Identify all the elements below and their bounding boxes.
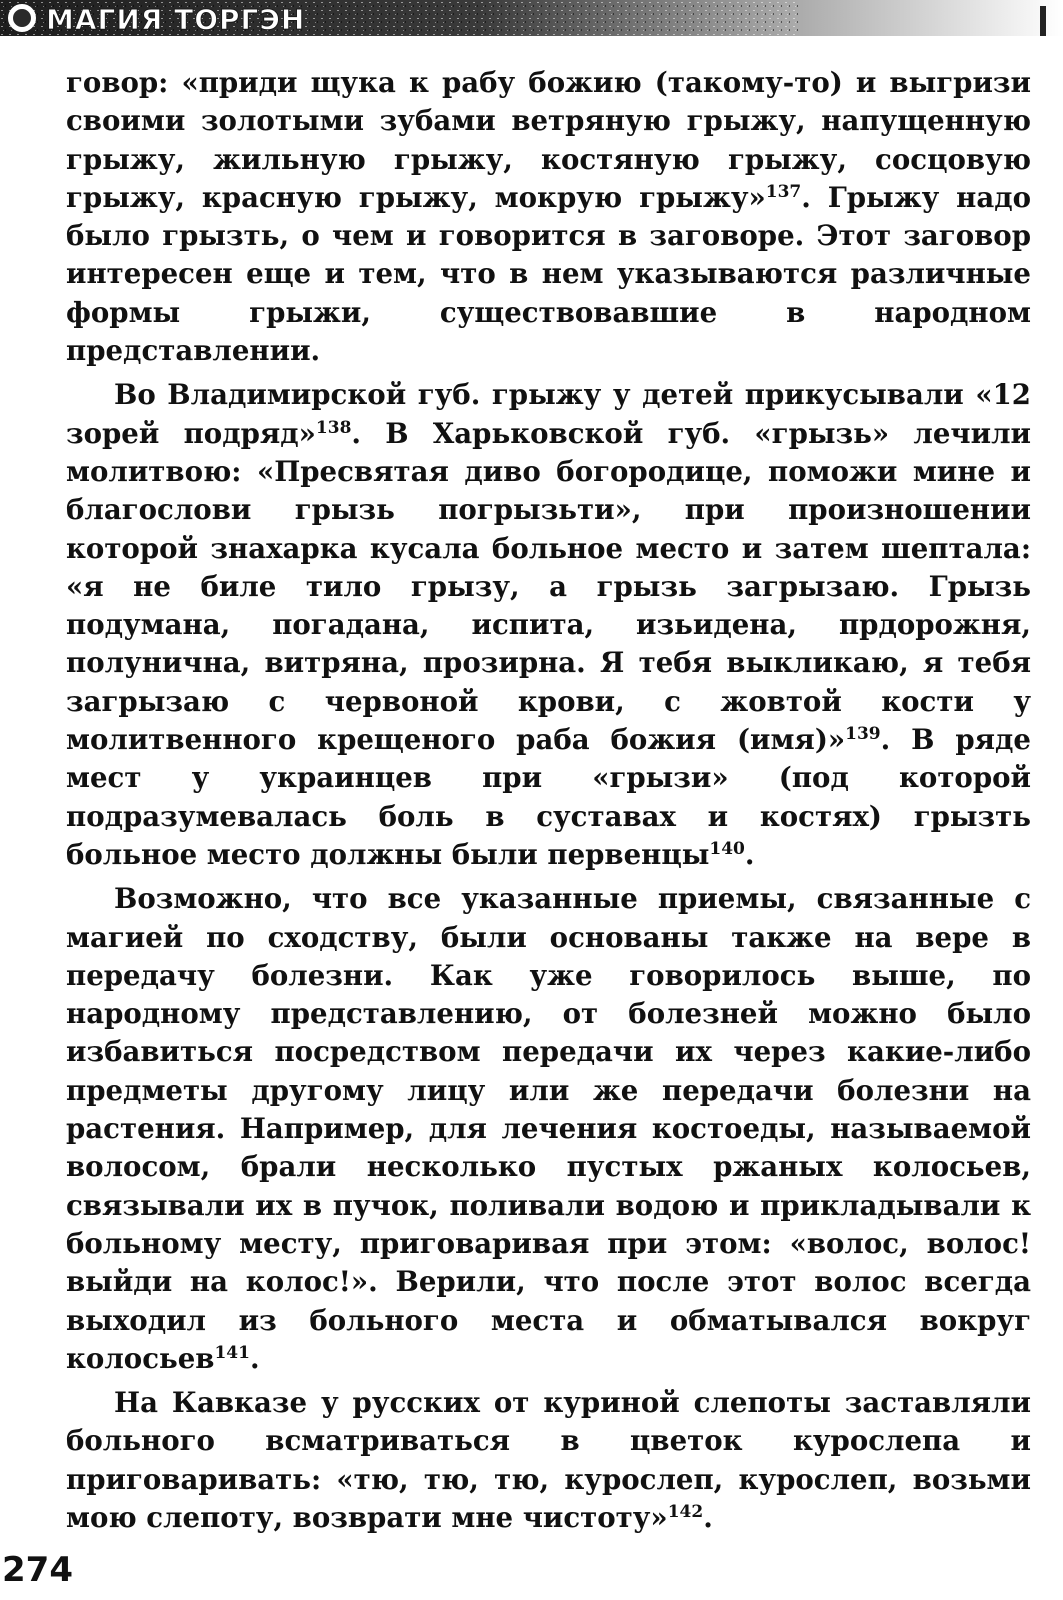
paragraph [66, 880, 1031, 1378]
paragraph-text: . В Харьковской губ. «грызь» лечили молитвою: «Пресвятая диво богородице, поможи мине и благослови грызь погрызьти», при произношении которой знахарка кусала больное место и затем шептала: «я не биле тило грызу, а грызь загрызаю. Грызь подумана, погадана, испита, изьидена, прдорожня, полунична, витряна, прозирна. Я тебя выкликаю, я тебя загрызаю с червоной крови, с жовтой кости у молитвенного крещеного раба божия (имя)» [66, 416, 1031, 757]
footnote-marker: 139 [845, 723, 881, 744]
paragraph-text: Во Владимирской губ. грыжу у детей прикусывали «12 зорей подряд» [66, 378, 1031, 450]
running-header-title: МАГИЯ ТОРГЭН [46, 3, 306, 36]
page-body-text [66, 64, 1031, 1543]
footnote-marker: 142 [667, 1501, 704, 1522]
paragraph-text: . [249, 1341, 260, 1375]
header-circle-icon [8, 4, 36, 32]
paragraph-text: . Грыжу надо было грызть, о чем и говорится в заговоре. Этот заговор интересен еще и тем, что в нем указываются различные формы грыжи, существовавшие в народном представлении. [66, 180, 1031, 368]
paragraph-text: На Кавказе у русских от куриной слепоты заставляли больного всматриваться в цветок курослепа и приговаривать: «тю, тю, тю, курослеп, курослеп, возьми мою слепоту, возврати мне чистоту» [66, 1386, 1031, 1534]
paragraph-text: . В ряде мест у украинцев при «грызи» (под которой подразумевалась боль в суставах и костях) грызть больное место должны были первенцы [66, 723, 1031, 871]
page-number: 274 [2, 1550, 73, 1590]
running-header [0, 0, 1063, 44]
footnote-marker: 140 [709, 838, 745, 859]
paragraph [66, 376, 1031, 874]
paragraph-text: говор: «приди щука к рабу божию (такому-то) и выгризи своими золотыми зубами ветряную грыжу, напущенную грыжу, жильную грыжу, костяную грыжу, сосцовую грыжу, красную грыжу, мокрую грыжу» [66, 66, 1031, 214]
footnote-marker: 138 [315, 417, 352, 438]
paragraph-text: . [744, 837, 755, 871]
paragraph [66, 1384, 1031, 1537]
footnote-marker: 137 [765, 181, 802, 202]
paragraph-text: Возможно, что все указанные приемы, связанные с магией по сходству, были основаны также на вере в передачу болезни. Как уже говорилось выше, по народному представлению, от болезней можно было избавиться посредством передачи их через какие-либо предметы другому лицу или же передачи болезни на растения. Например, для лечения костоеды, называемой волосом, брали несколько пустых ржаных колосьев, связывали их в пучок, поливали водою и прикладывали к больному месту, приговаривая при этом: «волос, волос! выйди на колос!». Верили, что после этот волос всегда выходил из больного места и обматывался вокруг колосьев [66, 882, 1031, 1375]
paragraph-text: . [703, 1500, 713, 1534]
paragraph [66, 64, 1031, 370]
footnote-marker: 141 [214, 1342, 250, 1363]
